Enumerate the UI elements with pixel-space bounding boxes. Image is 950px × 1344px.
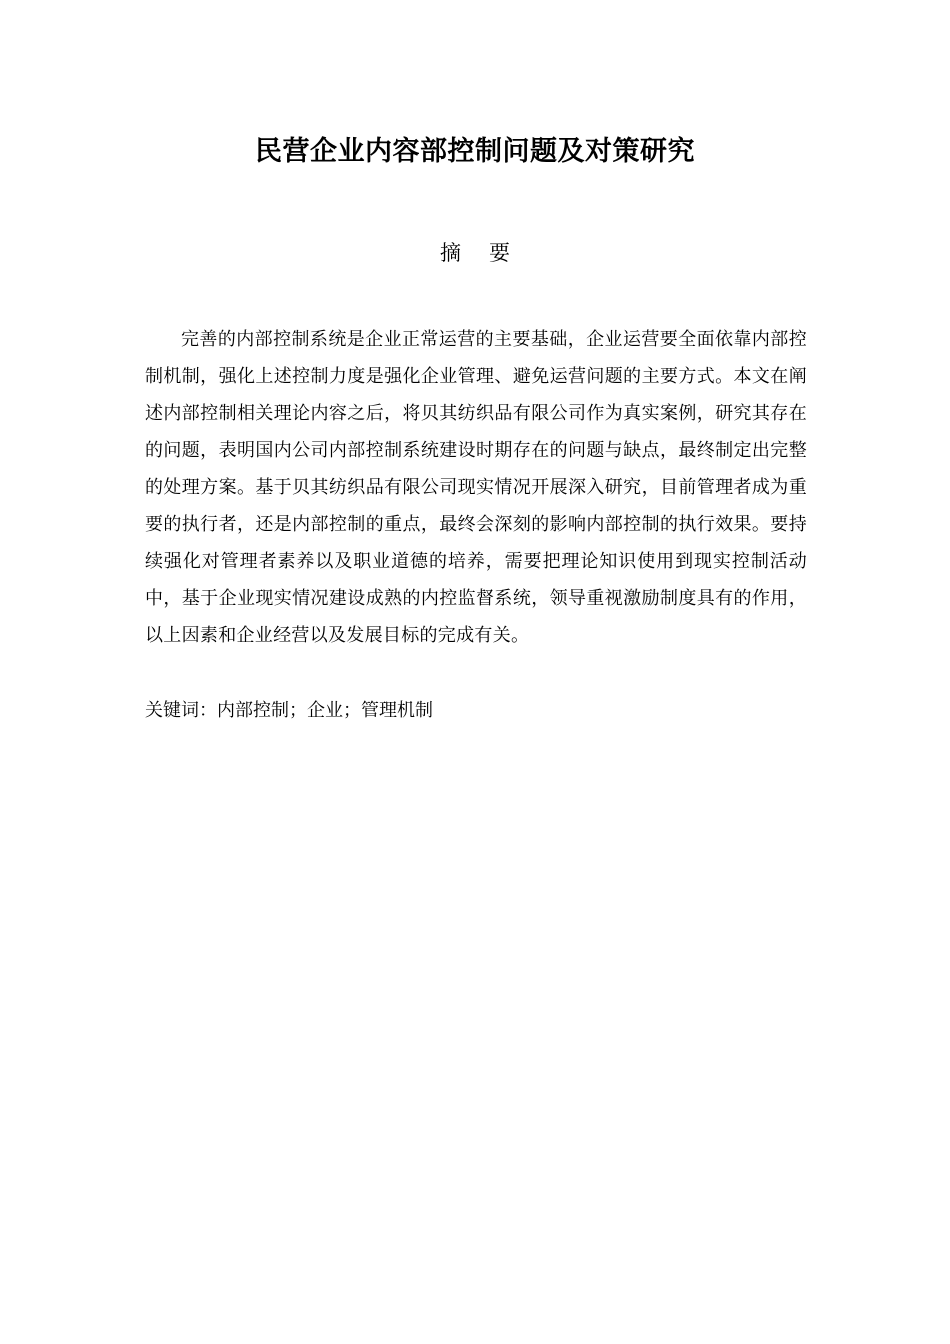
keywords-value: 内部控制；企业；管理机制 <box>217 700 433 721</box>
keywords-line <box>145 696 807 726</box>
document-title: 民营企业内容部控制问题及对策研究 <box>255 136 695 167</box>
abstract-heading: 摘要 <box>440 241 538 265</box>
keywords-label: 关键词： <box>145 700 217 721</box>
abstract-body: 完善的内部控制系统是企业正常运营的主要基础，企业运营要全面依靠内部控制机制，强化上述控制力度是强化企业管理、避免运营问题的主要方式。本文在阐述内部控制相关理论内容之后，将贝其纺织品有限公司作为真实案例，研究其存在的问题，表明国内公司内部控制系统建设时期存在的问题与缺点，最终制定出完整的处理方案。基于贝其纺织品有限公司现实情况开展深入研究，目前管理者成为重要的执行者，还是内部控制的重点，最终会深刻的影响内部控制的执行效果。要持续强化对管理者素养以及职业道德的培养，需要把理论知识使用到现实控制活动中，基于企业现实情况建设成熟的内控监督系统，领导重视激励制度具有的作用，以上因素和企业经营以及发展目标的完成有关。 <box>145 329 807 646</box>
